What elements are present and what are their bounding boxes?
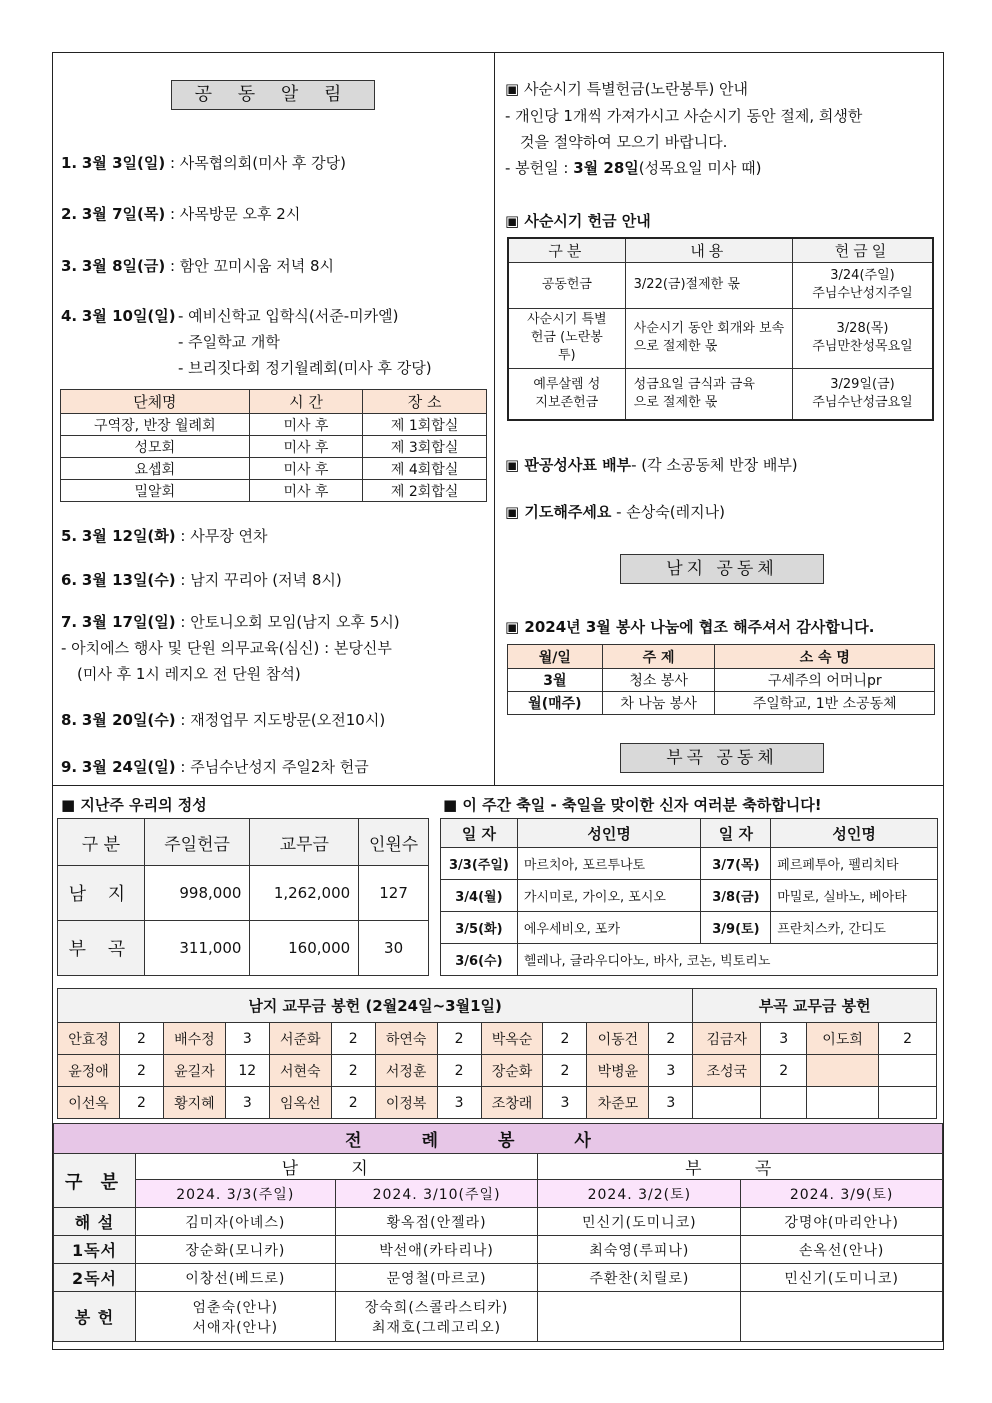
table-row <box>61 458 487 480</box>
offering-date: 3/29일(금) 주님수난성금요일 <box>792 368 933 420</box>
saint-names: 가시미로, 가이오, 포시오 <box>517 880 701 912</box>
donor-name: 서준화 <box>269 1023 331 1055</box>
special-offering-line: - 개인당 1개씩 가져가시고 사순시기 동안 절제, 희생한 <box>505 107 863 125</box>
special-offering-date: - 봉헌일 : 3월 28일(성목요일 미사 때) <box>505 159 762 177</box>
feast-date: 3/4(월) <box>441 880 518 912</box>
parish-label: 남 지 <box>58 866 145 921</box>
prayer-request: ▣ 기도해주세요 - 손상숙(레지나) <box>505 503 725 521</box>
liturgy-title: 전례봉사 <box>54 1124 943 1154</box>
donor-count: 2 <box>879 1023 937 1055</box>
server-name: 장숙희(스콜라스티카) 최재호(그레고리오) <box>335 1292 538 1342</box>
donor-name: 황지혜 <box>163 1087 225 1119</box>
bugok-community-title: 부곡 공동체 <box>620 743 824 773</box>
table-header: 장 소 <box>363 390 487 414</box>
table-header: 구분 <box>508 238 625 262</box>
group-time: 미사 후 <box>249 458 363 480</box>
saint-names: 에우세비오, 포카 <box>517 912 701 944</box>
role-label: 해 설 <box>54 1208 136 1236</box>
donor-count: 3 <box>437 1087 481 1119</box>
donor-count: 2 <box>543 1023 587 1055</box>
offering-name: 예루살렘 성지보존헌금 <box>508 368 625 420</box>
offering-date: 3/28(목) 주님만찬성목요일 <box>792 308 933 368</box>
group-name: 구역장, 반장 월례회 <box>61 414 250 436</box>
donor-name: 차준모 <box>587 1087 649 1119</box>
table-header: 구 분 <box>58 819 145 866</box>
table-row <box>61 436 487 458</box>
table-row <box>54 1208 943 1236</box>
table-row <box>508 692 935 715</box>
group-place: 제 3회합실 <box>363 436 487 458</box>
table-header: 헌금일 <box>792 238 933 262</box>
server-name <box>538 1292 741 1342</box>
common-notice-title: 공 동 알 림 <box>171 80 375 110</box>
role-label: 봉 헌 <box>54 1292 136 1342</box>
server-name: 민신기(도미니코) <box>741 1264 943 1292</box>
offering-title: ■ 지난주 우리의 정성 <box>61 796 207 814</box>
namji-community-title: 남지 공동체 <box>620 554 824 584</box>
parish-label: 부 곡 <box>58 921 145 976</box>
gubun-label: 구 분 <box>54 1154 136 1208</box>
offering-desc: 성금요일 금식과 금육으로 절제한 몫 <box>625 368 792 420</box>
donor-count: 2 <box>119 1055 163 1087</box>
volunteer-group: 주일학교, 1반 소공동체 <box>715 692 935 715</box>
donor-name: 윤길자 <box>163 1055 225 1087</box>
table-header: 시 간 <box>249 390 363 414</box>
table-row <box>58 1023 937 1055</box>
table-header: 주일헌금 <box>144 819 250 866</box>
donor-count: 2 <box>543 1055 587 1087</box>
volunteer-theme: 청소 봉사 <box>602 669 715 692</box>
table-row <box>441 880 938 912</box>
group-place: 제 2회합실 <box>363 480 487 502</box>
notice-item-4-line: - 예비신학교 입학식(서준-미카엘) <box>178 307 399 325</box>
service-date: 2024. 3/9(토) <box>741 1180 943 1208</box>
section-divider <box>52 785 944 786</box>
service-date: 2024. 3/3(주일) <box>135 1180 335 1208</box>
notice-item-5: 5. 3월 12일(화) : 사무장 연차 <box>61 527 268 545</box>
table-header: 일 자 <box>701 819 771 848</box>
donor-count: 3 <box>649 1055 693 1087</box>
tithe-amount: 1,262,000 <box>250 866 359 921</box>
lent-offering-title: ▣ 사순시기 헌금 안내 <box>505 212 651 230</box>
saint-names: 프란치스카, 간디도 <box>771 912 938 944</box>
server-name: 민신기(도미니코) <box>538 1208 741 1236</box>
feast-table <box>440 818 938 976</box>
saint-names: 마르치아, 포르투나토 <box>517 848 701 880</box>
notice-item-6: 6. 3월 13일(수) : 남지 꾸리아 (저녁 8시) <box>61 571 342 589</box>
weekly-offering-table <box>57 818 429 976</box>
volunteer-table <box>507 644 935 715</box>
lent-offering-table <box>507 237 934 421</box>
table-row <box>441 944 938 976</box>
donor-count: 2 <box>331 1023 375 1055</box>
table-row <box>61 414 487 436</box>
table-row <box>508 368 933 420</box>
notice-item-8: 8. 3월 20일(수) : 재정업무 지도방문(오전10시) <box>61 711 386 729</box>
donor-count: 2 <box>437 1055 481 1087</box>
saint-names: 페르페투아, 펠리치타 <box>771 848 938 880</box>
table-header: 성인명 <box>517 819 701 848</box>
table-row <box>508 669 935 692</box>
donor-count: 2 <box>119 1023 163 1055</box>
donor-count: 2 <box>331 1087 375 1119</box>
volunteer-month: 월(매주) <box>508 692 603 715</box>
server-name <box>741 1292 943 1342</box>
server-name: 이창선(베드로) <box>135 1264 335 1292</box>
group-time: 미사 후 <box>249 414 363 436</box>
donor-name <box>693 1087 761 1119</box>
table-header: 단체명 <box>61 390 250 414</box>
table-row <box>54 1292 943 1342</box>
server-name: 강명야(마리안나) <box>741 1208 943 1236</box>
feast-date: 3/9(토) <box>701 912 771 944</box>
donor-name: 박옥순 <box>481 1023 543 1055</box>
donor-name: 이도희 <box>807 1023 879 1055</box>
volunteer-group: 구세주의 어머니pr <box>715 669 935 692</box>
volunteer-theme: 차 나눔 봉사 <box>602 692 715 715</box>
group-meeting-table <box>60 389 487 502</box>
special-offering-line: 것을 절약하여 모으기 바랍니다. <box>520 133 728 151</box>
server-name: 박선애(카타리나) <box>335 1236 538 1264</box>
feast-date: 3/8(금) <box>701 880 771 912</box>
table-row <box>58 866 429 921</box>
donor-name: 이동건 <box>587 1023 649 1055</box>
donor-count: 2 <box>331 1055 375 1087</box>
donor-count <box>761 1087 807 1119</box>
table-row <box>58 1055 937 1087</box>
donor-name: 서현숙 <box>269 1055 331 1087</box>
table-header: 성인명 <box>771 819 938 848</box>
server-name: 엄춘숙(안나) 서애자(안나) <box>135 1292 335 1342</box>
donor-name <box>807 1055 879 1087</box>
namji-label: 남 지 <box>135 1154 538 1180</box>
donor-name: 임옥선 <box>269 1087 331 1119</box>
table-row <box>58 921 429 976</box>
donor-name: 안효정 <box>58 1023 120 1055</box>
server-name: 손옥선(안나) <box>741 1236 943 1264</box>
bugok-tithe-title: 부곡 교무금 봉헌 <box>693 989 937 1023</box>
server-name: 김미자(아녜스) <box>135 1208 335 1236</box>
donor-name: 이정복 <box>375 1087 437 1119</box>
namji-tithe-title: 남지 교무금 봉헌 (2월24일~3월1일) <box>58 989 693 1023</box>
table-row <box>58 1087 937 1119</box>
offering-date: 3/24(주일) 주님수난성지주일 <box>792 262 933 308</box>
notice-item-7-extra: (미사 후 1시 레지오 전 단원 참석) <box>77 665 301 683</box>
column-divider <box>494 52 495 785</box>
feast-date: 3/7(목) <box>701 848 771 880</box>
donor-name: 배수정 <box>163 1023 225 1055</box>
saint-names: 헬레나, 글라우디아노, 바사, 코논, 빅토리노 <box>517 944 937 976</box>
donor-count: 3 <box>761 1023 807 1055</box>
notice-item-4: 4. 3월 10일(일) <box>61 307 176 325</box>
group-place: 제 4회합실 <box>363 458 487 480</box>
service-date: 2024. 3/2(토) <box>538 1180 741 1208</box>
donor-count: 3 <box>225 1087 269 1119</box>
donor-name: 장순화 <box>481 1055 543 1087</box>
donor-count: 3 <box>543 1087 587 1119</box>
donor-count: 2 <box>119 1087 163 1119</box>
server-name: 황옥점(안젤라) <box>335 1208 538 1236</box>
notice-item-7: 7. 3월 17일(일) : 안토니오회 모임(남지 오후 5시) <box>61 613 400 631</box>
table-row <box>54 1264 943 1292</box>
table-row <box>508 262 933 308</box>
table-header: 월/일 <box>508 645 603 669</box>
server-name: 장순화(모니카) <box>135 1236 335 1264</box>
server-name: 최숙영(루피나) <box>538 1236 741 1264</box>
table-header: 인원수 <box>359 819 429 866</box>
feast-date: 3/3(주일) <box>441 848 518 880</box>
tithe-table <box>57 988 937 1119</box>
notice-item-2: 2. 3월 7일(목) : 사목방문 오후 2시 <box>61 205 301 223</box>
donor-name: 서정훈 <box>375 1055 437 1087</box>
donor-name: 김금자 <box>693 1023 761 1055</box>
notice-item-4-line: - 브리짓다회 정기월례회(미사 후 강당) <box>178 359 432 377</box>
feast-date: 3/5(화) <box>441 912 518 944</box>
notice-item-7-extra: - 아치에스 행사 및 단원 의무교육(심신) : 본당신부 <box>61 639 392 657</box>
donor-count: 2 <box>761 1055 807 1087</box>
bugok-label: 부 곡 <box>538 1154 943 1180</box>
donor-name: 조성국 <box>693 1055 761 1087</box>
donor-name: 박병윤 <box>587 1055 649 1087</box>
notice-item-9: 9. 3월 24일(일) : 주님수난성지 주일2차 헌금 <box>61 758 369 776</box>
table-row <box>54 1236 943 1264</box>
donor-name: 하연숙 <box>375 1023 437 1055</box>
offering-desc: 사순시기 동안 회개와 보속으로 절제한 몫 <box>625 308 792 368</box>
table-header: 내용 <box>625 238 792 262</box>
service-date: 2024. 3/10(주일) <box>335 1180 538 1208</box>
tithe-amount: 160,000 <box>250 921 359 976</box>
table-row <box>441 848 938 880</box>
donor-name: 이선옥 <box>58 1087 120 1119</box>
role-label: 2독서 <box>54 1264 136 1292</box>
feast-date: 3/6(수) <box>441 944 518 976</box>
table-header: 교무금 <box>250 819 359 866</box>
donor-name <box>807 1087 879 1119</box>
donor-count: 3 <box>225 1023 269 1055</box>
notice-item-3: 3. 3월 8일(금) : 함안 꼬미시움 저녁 8시 <box>61 257 335 275</box>
table-header: 일 자 <box>441 819 518 848</box>
liturgy-service-table <box>53 1123 943 1342</box>
attendance: 30 <box>359 921 429 976</box>
namji-thanks-title: ▣ 2024년 3월 봉사 나눔에 협조 해주셔서 감사합니다. <box>505 618 875 636</box>
notice-item-4-line: - 주일학교 개학 <box>178 333 280 351</box>
server-name: 주환찬(치릴로) <box>538 1264 741 1292</box>
donor-count <box>879 1087 937 1119</box>
group-name: 성모회 <box>61 436 250 458</box>
donor-count: 2 <box>649 1023 693 1055</box>
offering-name: 사순시기 특별헌금 (노란봉투) <box>508 308 625 368</box>
table-row <box>61 480 487 502</box>
offering-desc: 3/22(금)절제한 몫 <box>625 262 792 308</box>
donor-count: 12 <box>225 1055 269 1087</box>
attendance: 127 <box>359 866 429 921</box>
donor-name: 윤정애 <box>58 1055 120 1087</box>
notice-item-1: 1. 3월 3일(일) : 사목협의회(미사 후 강당) <box>61 154 346 172</box>
donor-count: 2 <box>437 1023 481 1055</box>
table-header: 주 제 <box>602 645 715 669</box>
table-header: 소 속 명 <box>715 645 935 669</box>
confession-card-notice: ▣ 판공성사표 배부- (각 소공동체 반장 배부) <box>505 456 798 474</box>
table-row <box>508 308 933 368</box>
offering-name: 공동헌금 <box>508 262 625 308</box>
role-label: 1독서 <box>54 1236 136 1264</box>
volunteer-month: 3월 <box>508 669 603 692</box>
table-row <box>441 912 938 944</box>
donor-name: 조창래 <box>481 1087 543 1119</box>
server-name: 문영철(마르코) <box>335 1264 538 1292</box>
sunday-offering: 311,000 <box>144 921 250 976</box>
feast-title: ■ 이 주간 축일 - 축일을 맞이한 신자 여러분 축하합니다! <box>443 796 822 814</box>
sunday-offering: 998,000 <box>144 866 250 921</box>
group-name: 요셉회 <box>61 458 250 480</box>
group-place: 제 1회합실 <box>363 414 487 436</box>
saint-names: 마밀로, 실바노, 베아타 <box>771 880 938 912</box>
donor-count: 3 <box>649 1087 693 1119</box>
special-offering-title: ▣ 사순시기 특별헌금(노란봉투) 안내 <box>505 80 749 98</box>
donor-count <box>879 1055 937 1087</box>
group-time: 미사 후 <box>249 480 363 502</box>
group-name: 밀알회 <box>61 480 250 502</box>
group-time: 미사 후 <box>249 436 363 458</box>
